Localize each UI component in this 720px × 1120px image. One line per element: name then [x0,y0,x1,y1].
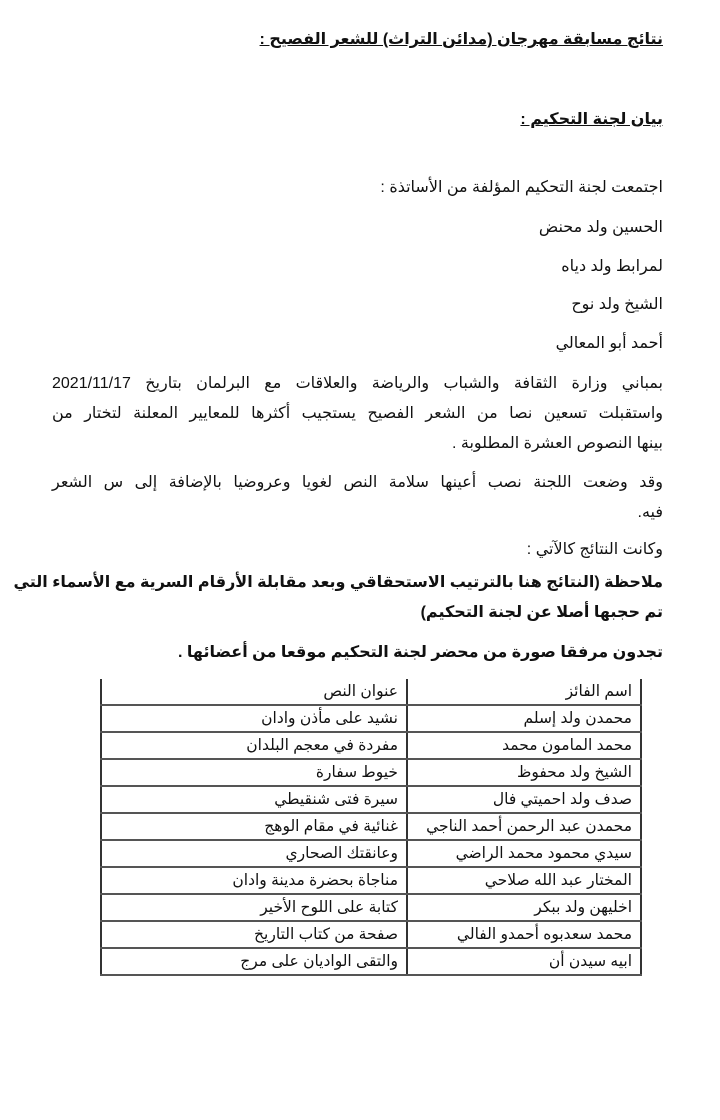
paragraph-line: بمباني وزارة الثقافة والشباب والرياضة والعلاقات مع البرلمان بتاريخ 2021/11/17 [52,375,663,392]
text-title: والتقى الواديان على مرج [101,948,407,975]
header-text-title: عنوان النص [101,679,407,705]
winner-name: الشيخ ولد محفوظ [407,759,641,786]
jury-member: الحسين ولد محنض [538,219,663,236]
results-table [100,679,642,976]
note-line: تم حجبها أصلا عن لجنة التحكيم) [420,604,663,621]
text-title: خيوط سفارة [101,759,407,786]
text-title: سيرة فتى شنقيطي [101,786,407,813]
text-title: صفحة من كتاب التاريخ [101,921,407,948]
winner-name: محمد المامون محمد [407,732,641,759]
results-intro: وكانت النتائج كالآتي : [526,541,663,558]
table-row [101,867,641,894]
table-row [101,813,641,840]
table-header-row [101,679,641,705]
table-row [101,759,641,786]
winner-name: المختار عبد الله صلاحي [407,867,641,894]
jury-member: أحمد أبو المعالي [555,335,663,352]
paragraph-line: وقد وضعت اللجنة نصب أعينها سلامة النص لغويا وعروضيا بالإضافة إلى س الشعر [52,474,663,491]
winner-name: محمدن ولد إسلم [407,705,641,732]
text-title: مفردة في معجم البلدان [101,732,407,759]
table-row [101,786,641,813]
attachment-note: تجدون مرفقا صورة من محضر لجنة التحكيم موقعا من أعضائها . [178,644,663,661]
winner-name: صدف ولد احميتي فال [407,786,641,813]
paragraph-line: بينها النصوص العشرة المطلوبة . [451,435,663,452]
paragraph-line: فيه. [637,504,663,521]
table-row [101,921,641,948]
jury-heading: بيان لجنة التحكيم : [520,111,663,128]
text-title: وعانقتك الصحاري [101,840,407,867]
text-title: كتابة على اللوح الأخير [101,894,407,921]
table-row [101,894,641,921]
text-title: غنائية في مقام الوهج [101,813,407,840]
table-row [101,948,641,975]
text-title: نشيد على مأذن وادان [101,705,407,732]
winner-name: ابيه سيدن أن [407,948,641,975]
jury-member: الشيخ ولد نوح [571,296,663,313]
paragraph-line: واستقبلت تسعين نصا من الشعر الفصيح يستجيب أكثرها للمعايير المعلنة لتختار من [52,405,663,422]
header-winner-name: اسم الفائز [407,679,641,705]
winner-name: محمدن عبد الرحمن أحمد الناجي [407,813,641,840]
jury-member: لمرابط ولد دياه [561,258,663,275]
table-row [101,732,641,759]
winner-name: محمد سعدبوه أحمدو الفالي [407,921,641,948]
note-line: ملاحظة (النتائج هنا بالترتيب الاستحقاقي وبعد مقابلة الأرقام السرية مع الأسماء التي [13,574,663,591]
document-title: نتائج مسابقة مهرجان (مدائن التراث) للشعر الفصيح : [259,31,663,48]
winner-name: سيدي محمود محمد الراضي [407,840,641,867]
text-title: مناجاة بحضرة مدينة وادان [101,867,407,894]
table-row [101,840,641,867]
winner-name: اخليهن ولد ببكر [407,894,641,921]
table-row [101,705,641,732]
intro-text: اجتمعت لجنة التحكيم المؤلفة من الأساتذة : [380,179,663,196]
